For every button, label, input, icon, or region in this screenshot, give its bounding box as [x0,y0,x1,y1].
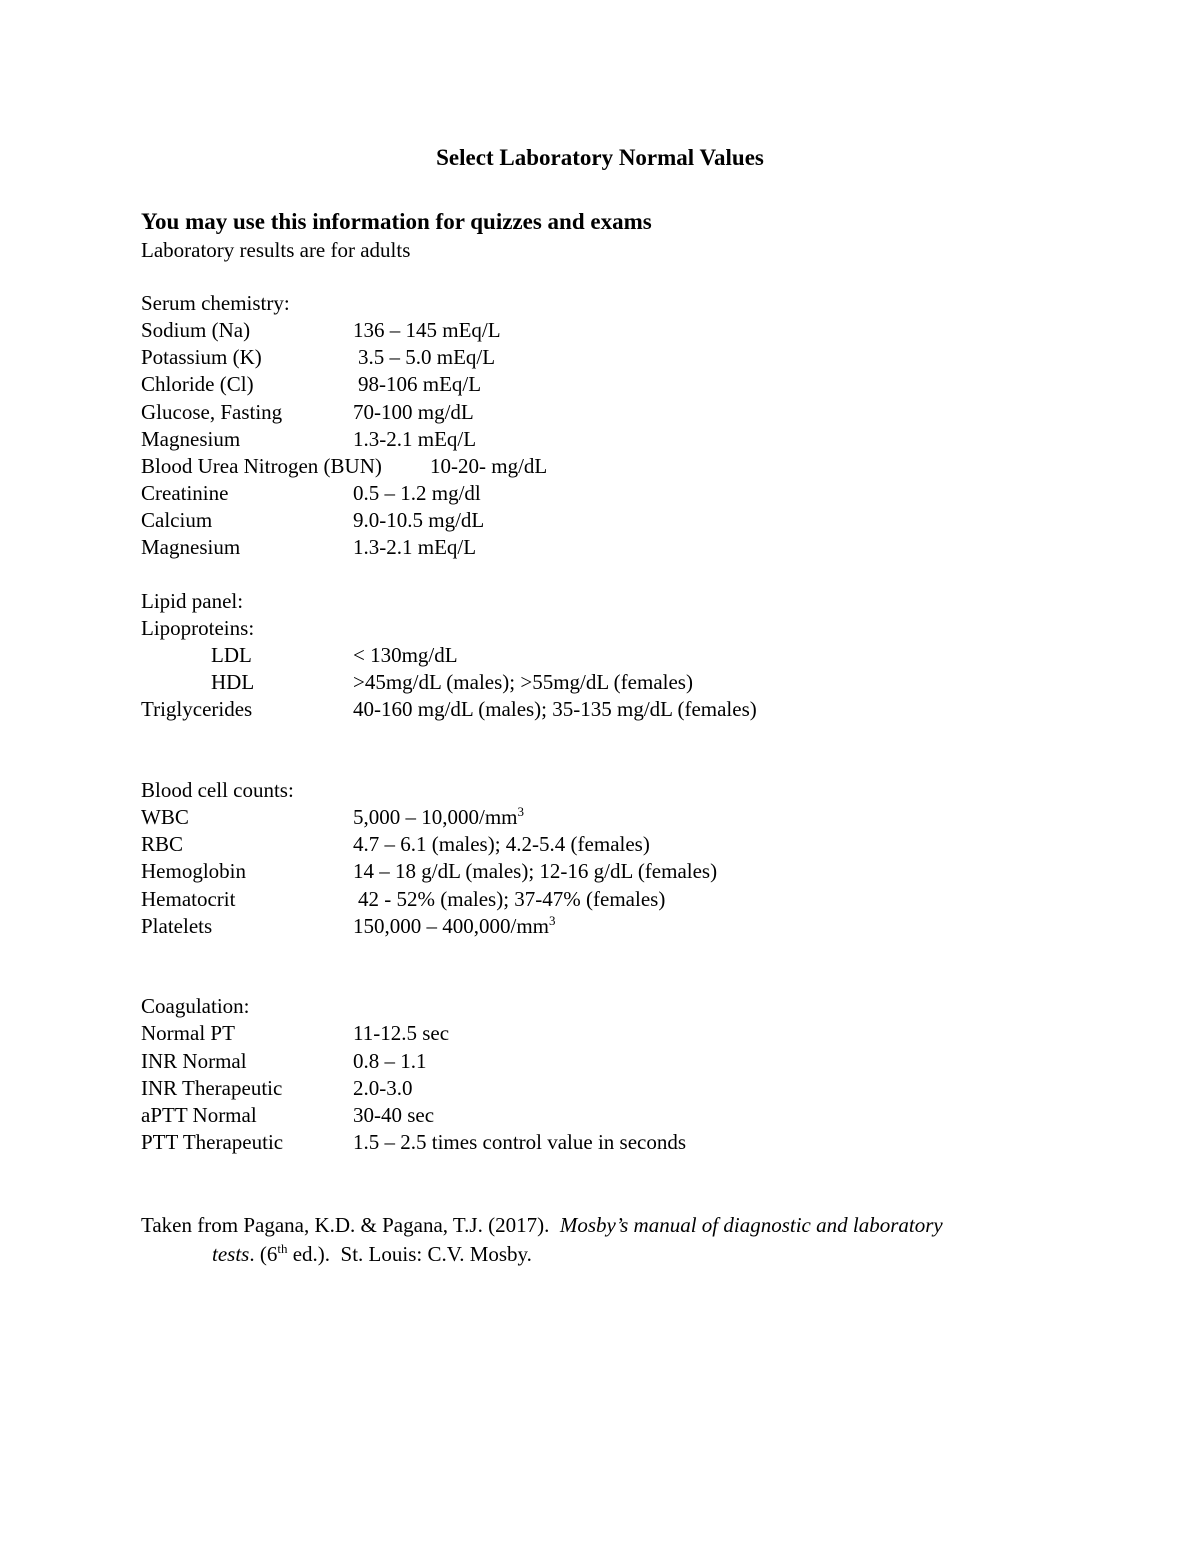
table-row [141,399,1041,426]
row-value: 2.0-3.0 [353,1076,413,1100]
table-row [141,831,1041,858]
lipoproteins-subheading: Lipoproteins: [141,616,255,640]
row-label: Normal PT [141,1021,235,1045]
row-value: 10-20- mg/dL [430,454,548,478]
row-value: 42 - 52% (males); 37-47% (females) [358,887,666,911]
row-label: Sodium (Na) [141,318,251,342]
row-label: Hemoglobin [141,859,246,883]
row-label: Glucose, Fasting [141,400,283,424]
row-value [353,913,556,940]
coag-heading: Coagulation: [141,994,250,1018]
row-value: 98-106 mEq/L [358,372,482,396]
row-label: Blood Urea Nitrogen (BUN) [141,454,382,478]
row-label: RBC [141,832,184,856]
row-label: Magnesium [141,535,241,559]
value-text: 5,000 – 10,000/mm [353,805,518,829]
row-value: 1.5 – 2.5 times control value in seconds [353,1130,687,1154]
row-label: Potassium (K) [141,345,262,369]
row-value: >45mg/dL (males); >55mg/dL (females) [353,670,693,694]
reference-citation [141,1211,1061,1269]
row-value: 3.5 – 5.0 mEq/L [358,345,496,369]
row-value: 136 – 145 mEq/L [353,318,501,342]
reference-edition-close: ed.). [287,1242,331,1266]
page-title: Select Laboratory Normal Values [436,145,764,170]
reference-title-part1: Mosby’s manual of diagnostic and laboratory [559,1213,943,1237]
table-row [141,1048,1041,1075]
row-value: 11-12.5 sec [353,1021,450,1045]
row-value: 70-100 mg/dL [353,400,474,424]
serum-heading: Serum chemistry: [141,291,290,315]
row-value: 40-160 mg/dL (males); 35-135 mg/dL (females) [353,697,757,721]
page-subtitle: You may use this information for quizzes and exams [141,209,652,234]
reference-prefix: Taken from Pagana, K.D. & Pagana, T.J. (2017). [141,1213,550,1237]
row-label: PTT Therapeutic [141,1130,284,1154]
row-value: 9.0-10.5 mg/dL [353,508,485,532]
row-value: 0.5 – 1.2 mg/dl [353,481,481,505]
row-value: < 130mg/dL [353,643,458,667]
superscript: 3 [549,913,556,928]
table-row [141,1075,1041,1102]
table-row [141,371,1041,398]
reference-edition-sup: th [277,1241,288,1256]
row-value [353,804,524,831]
row-value: 1.3-2.1 mEq/L [353,427,477,451]
value-text: 150,000 – 400,000/mm [353,914,550,938]
reference-title-part2: tests [212,1242,250,1266]
row-label: Chloride (Cl) [141,372,254,396]
table-row [141,317,1041,344]
table-row [141,913,1041,940]
row-value: 4.7 – 6.1 (males); 4.2-5.4 (females) [353,832,650,856]
table-row [141,642,1041,669]
row-label: Calcium [141,508,213,532]
row-label: Magnesium [141,427,241,451]
row-label: Creatinine [141,481,229,505]
row-label: Triglycerides [141,697,253,721]
row-value: 0.8 – 1.1 [353,1049,427,1073]
row-label: INR Therapeutic [141,1076,283,1100]
table-row [141,534,1041,561]
table-row [141,480,1041,507]
table-row [141,886,1041,913]
table-row [141,1129,1041,1156]
superscript: 3 [517,804,525,819]
row-label: INR Normal [141,1049,247,1073]
blood-heading: Blood cell counts: [141,778,294,802]
row-value: 1.3-2.1 mEq/L [353,535,477,559]
reference-line2 [141,1240,1061,1269]
row-value: 14 – 18 g/dL (males); 12-16 g/dL (females) [353,859,718,883]
row-label: Hematocrit [141,887,236,911]
reference-publisher: St. Louis: C.V. Mosby. [340,1242,532,1266]
reference-edition-open: . (6 [249,1242,278,1266]
row-label: Platelets [141,914,213,938]
row-label: aPTT Normal [141,1103,257,1127]
table-row [141,696,1041,723]
row-label: WBC [141,805,189,829]
row-label: LDL [211,643,252,667]
table-row [141,344,1041,371]
table-row [141,426,1041,453]
adults-note: Laboratory results are for adults [141,238,411,262]
table-row [141,804,1041,831]
table-row [141,507,1041,534]
row-label: HDL [211,670,255,694]
table-row [141,1020,1041,1047]
lipid-heading: Lipid panel: [141,589,244,613]
table-row [141,1102,1041,1129]
table-row [141,453,1041,480]
row-value: 30-40 sec [353,1103,435,1127]
table-row [141,858,1041,885]
table-row [141,669,1041,696]
